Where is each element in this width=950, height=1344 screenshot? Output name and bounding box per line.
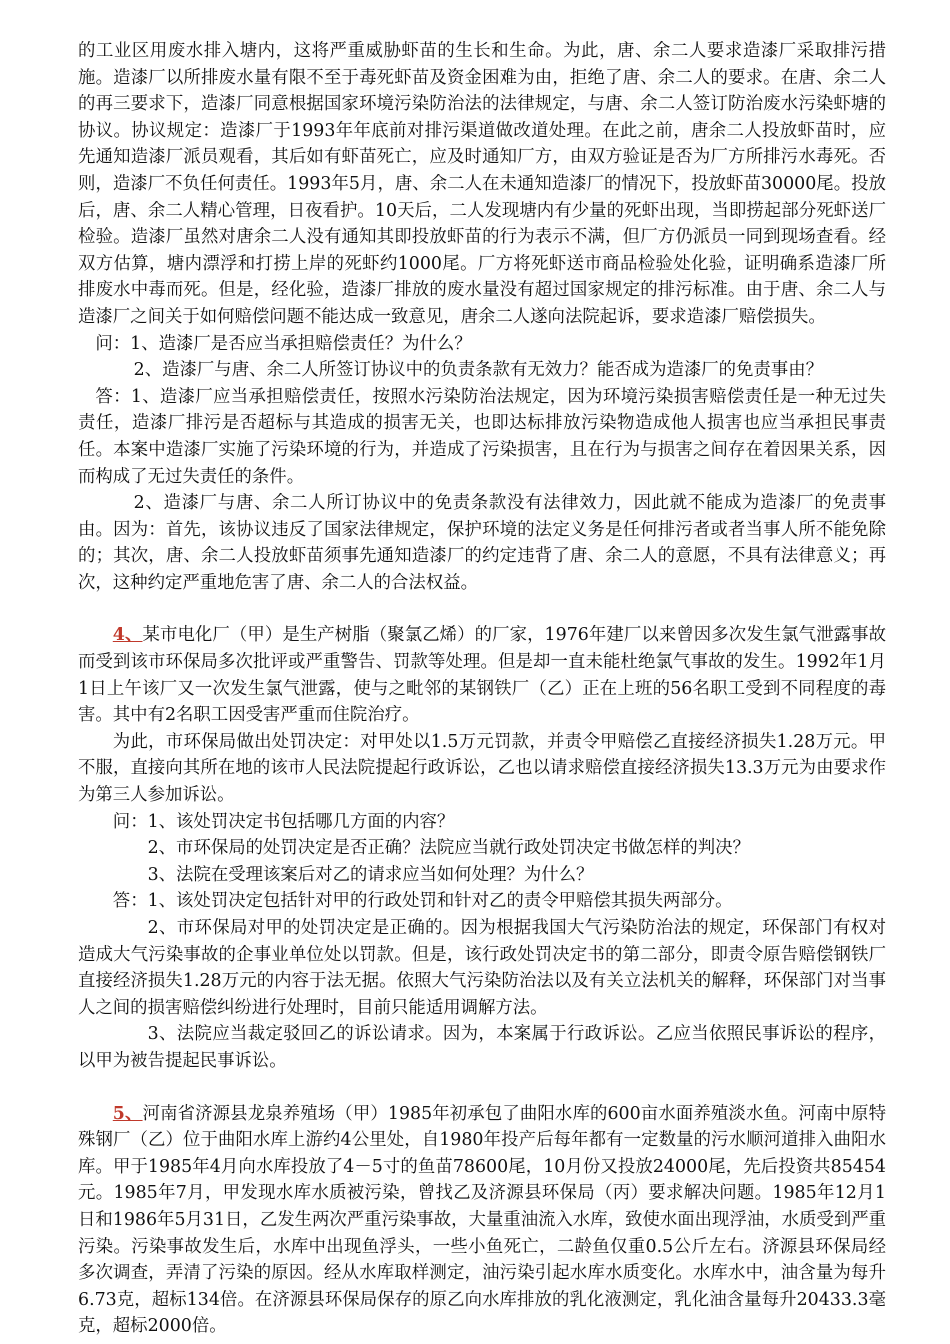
case4-answer-1: 答：1、该处罚决定包括针对甲的行政处罚和针对乙的责令甲赔偿其损失两部分。: [112, 891, 733, 912]
case5-body: [78, 1101, 886, 1340]
section-gap: [78, 1075, 886, 1101]
case4-question-1: 问：1、该处罚决定书包括哪几方面的内容？: [112, 811, 455, 832]
case4-answer-3: 3、法院应当裁定驳回乙的诉讼请求。因为，本案属于行政诉讼。乙应当依照民事诉讼的程序，以甲为被告提起民事诉讼。: [78, 1024, 886, 1071]
case5-body-text: 河南省济源县龙泉养殖场（甲）1985年初承包了曲阳水库的600亩水面养殖淡水鱼。河南中原特殊钢厂（乙）位于曲阳水库上游约4公里处，自1980年投产后每年都有一定数量的污水顺河道排入曲阳水库。甲于1985年4月向水库投放了4－5寸的鱼苗78600尾，10月份又投放24000尾，先后投资共85454元。1985年7月，甲发现水库水质被污染，曾找乙及济源县环保局（丙）要求解决问题。1985年12月1日和1986年5月31日，乙发生两次严重污染事故，大量重油流入水库，致使水面出现浮油，水质受到严重污染。污染事故发生后，水库中出现鱼浮头，一些小鱼死亡，二龄鱼仅重0.5公斤左右。济源县环保局经多次调查，弄清了污染的原因。经从水库取样测定，油污染引起水库水质变化。水库水中，油含量为每升6.73克，超标134倍。在济源县环保局保存的原乙向水库排放的乳化液测定，乳化油含量每升20433.3毫克，超标2000倍。: [78, 1103, 886, 1337]
case3-answer-2: 2、造漆厂与唐、余二人所订协议中的免责条款没有法律效力，因此就不能成为造漆厂的免责事由。因为：首先，该协议违反了国家法律规定，保护环境的法定义务是任何排污者或者当事人所不能免除的；其次，唐、余二人投放虾苗须事先通知造漆厂的约定违背了唐、余二人的意愿，不具有法律意义；再次，这种约定严重地危害了唐、余二人的合法权益。: [78, 493, 886, 593]
case3-body: 的工业区用废水排入塘内，这将严重威胁虾苗的生长和生命。为此，唐、余二人要求造漆厂采取排污措施。造漆厂以所排废水量有限不至于毒死虾苗及资金困难为由，拒绝了唐、余二人的要求。在唐、余二人的再三要求下，造漆厂同意根据国家环境污染防治法的法律规定，与唐、余二人签订防治废水污染虾塘的协议。协议规定：造漆厂于1993年年底前对排污渠道做改道处理。在此之前，唐余二人投放虾苗时，应先通知造漆厂派员观看，其后如有虾苗死亡，应及时通知厂方，由双方验证是否为厂方所排污水毒死。否则，造漆厂不负任何责任。1993年5月，唐、余二人在未通知造漆厂的情况下，投放虾苗30000尾。投放后，唐、余二人精心管理，日夜看护。10天后，二人发现塘内有少量的死虾出现，当即捞起部分死虾送厂检验。造漆厂虽然对唐余二人没有通知其即投放虾苗的行为表示不满，但厂方仍派员一同到现场查看。经双方估算，塘内漂浮和打捞上岸的死虾约1000尾。厂方将死虾送市商品检验处化验，证明确系造漆厂所排废水中毒而死。但是，经化验，造漆厂排放的废水量没有超过国家规定的排污标准。由于唐、余二人与造漆厂之间关于如何赔偿问题不能达成一致意见，唐余二人遂向法院起诉，要求造漆厂赔偿损失。: [78, 41, 886, 327]
case4-body-2: 为此，市环保局做出处罚决定：对甲处以1.5万元罚款，并责令甲赔偿乙直接经济损失1.28万元。甲不服，直接向其所在地的该市人民法院提起行政诉讼，乙也以请求赔偿直接经济损失13.3万元为由要求作为第三人参加诉讼。: [78, 731, 886, 806]
case5-number: 5、: [112, 1103, 143, 1124]
case3-answer-1: 答：1、造漆厂应当承担赔偿责任，按照水污染防治法规定，因为环境污染损害赔偿责任是一种无过失责任，造漆厂排污是否超标与其造成的损害无关，也即达标排放污染物造成他人损害也应当承担民事责任。本案中造漆厂实施了污染环境的行为，并造成了污染损害，且在行为与损害之间存在着因果关系，因而构成了无过失责任的条件。: [78, 386, 886, 487]
case4-number: 4、: [112, 625, 143, 646]
case4-question-2: 2、市环保局的处罚决定是否正确？法院应当就行政处罚决定书做怎样的判决？: [147, 838, 750, 859]
case4-answer-2: 2、市环保局对甲的处罚决定是正确的。因为根据我国大气污染防治法的规定，环保部门有权对造成大气污染事故的企事业单位处以罚款。但是，该行政处罚决定书的第二部分，即责令原告赔偿钢铁厂直接经济损失1.28万元的内容于法无据。依照大气污染防治法以及有关立法机关的解释，环保部门对当事人之间的损害赔偿纠纷进行处理时，目前只能适用调解方法。: [78, 918, 886, 1018]
document-page: [78, 38, 886, 1340]
case4-body-1: [78, 622, 886, 728]
section-gap: [78, 596, 886, 622]
case3-question-1: 问：1、造漆厂是否应当承担赔偿责任？为什么？: [95, 333, 472, 354]
case4-question-3: 3、法院在受理该案后对乙的请求应当如何处理？为什么？: [147, 864, 594, 885]
case4-body-1-text: 某市电化厂（甲）是生产树脂（聚氯乙烯）的厂家，1976年建厂以来曾因多次发生氯气泄露事故而受到该市环保局多次批评或严重警告、罚款等处理。但是却一直未能杜绝氯气事故的发生。1992年1月1日上午该厂又一次发生氯气泄露，使与之毗邻的某钢铁厂（乙）正在上班的56名职工受到不同程度的毒害。其中有2名职工因受害严重而住院治疗。: [78, 625, 887, 726]
case3-question-2: 2、造漆厂与唐、余二人所签订协议中的负责条款有无效力？能否成为造漆厂的免责事由？: [133, 360, 823, 381]
